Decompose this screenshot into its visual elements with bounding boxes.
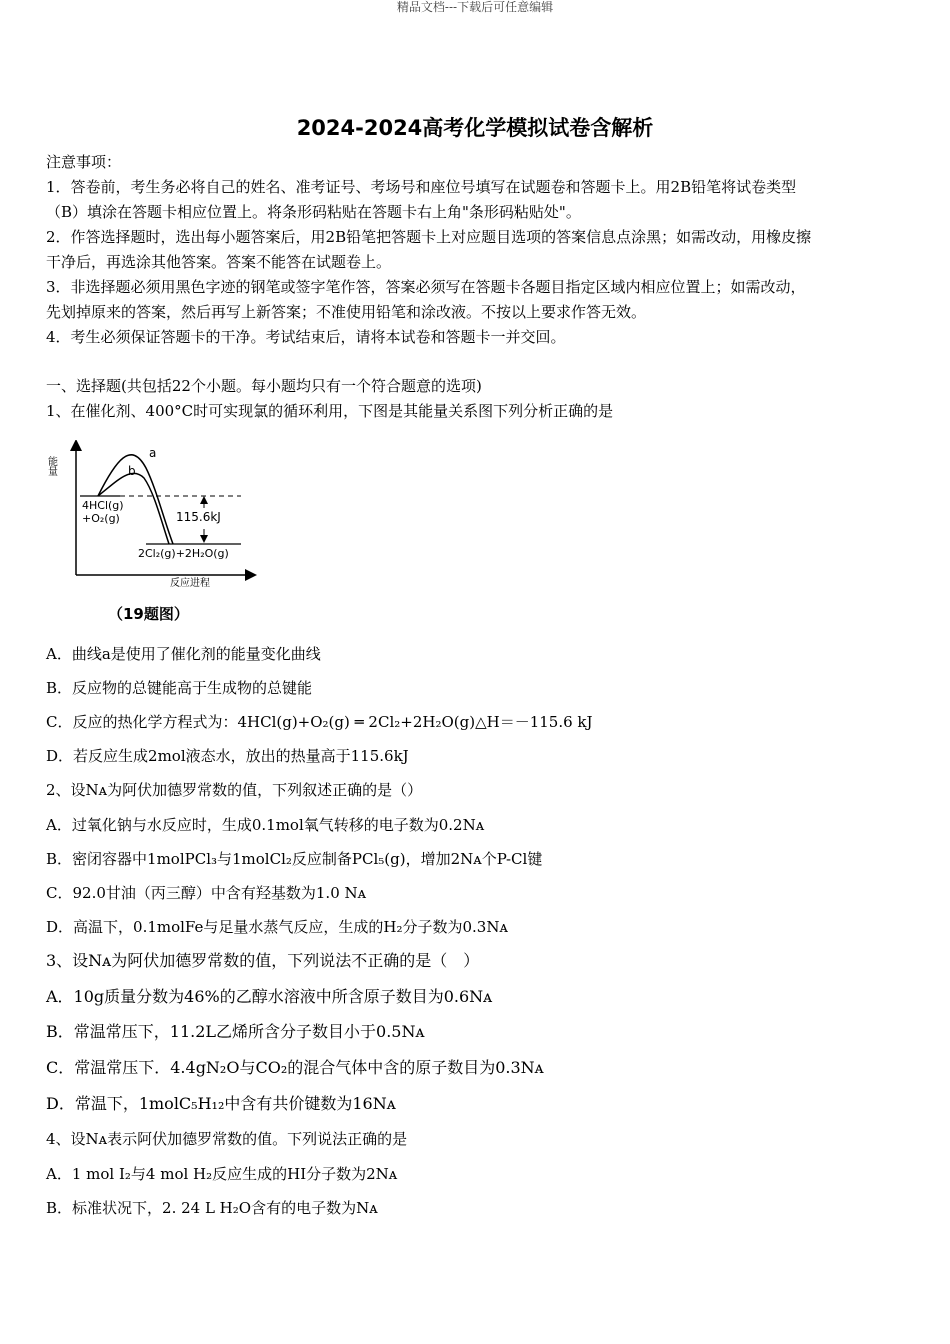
q3-stem: 3、设Nᴀ为阿伏加德罗常数的值，下列说法不正确的是（ ） — [46, 951, 480, 970]
note-2b: 干净后，再选涂其他答案。答案不能答在试题卷上。 — [46, 253, 392, 271]
y-label: 能量 — [46, 456, 57, 476]
q1-option-a: A．曲线a是使用了催化剂的能量变化曲线 — [46, 645, 321, 663]
note-1b: （B）填涂在答题卡相应位置上。将条形码粘贴在答题卡右上角"条形码粘贴处"。 — [46, 203, 581, 221]
q1-option-b: B．反应物的总键能高于生成物的总键能 — [46, 679, 313, 697]
q3-option-b: B．常温常压下，11.2L乙烯所含分子数目小于0.5Nᴀ — [46, 1022, 425, 1041]
q4-option-b: B．标准状况下，2. 24 L H₂O含有的电子数为Nᴀ — [46, 1199, 378, 1217]
delta-label: 115.6kJ — [176, 510, 221, 524]
q1-stem: 1、在催化剂、400°C时可实现氯的循环利用，下图是其能量关系图下列分析正确的是 — [46, 402, 614, 420]
energy-diagram — [46, 440, 261, 590]
q3-option-a: A．10g质量分数为46%的乙醇水溶液中所含原子数目为0.6Nᴀ — [46, 987, 493, 1006]
page-title: 2024-2024高考化学模拟试卷含解析 — [296, 116, 654, 140]
section-heading: 一、选择题(共包括22个小题。每小题均只有一个符合题意的选项) — [46, 377, 482, 395]
x-label: 反应进程 — [170, 578, 210, 589]
note-1a: 1．答卷前，考生务必将自己的姓名、准考证号、考场号和座位号填写在试题卷和答题卡上。用2B铅笔将试卷类型 — [46, 178, 797, 196]
q3-option-d: D．常温下，1molC₅H₁₂中含有共价键数为16Nᴀ — [46, 1094, 396, 1113]
reactants-label-1: 4HCl(g) — [82, 499, 124, 512]
reactants-label-2: +O₂(g) — [82, 512, 120, 525]
note-3a: 3．非选择题必须用黑色字迹的钢笔或签字笔作答，答案必须写在答题卡各题目指定区域内相应位置上；如需改动， — [46, 278, 806, 296]
note-4: 4．考生必须保证答题卡的干净。考试结束后，请将本试卷和答题卡一并交回。 — [46, 328, 566, 346]
curve-b-label: b — [128, 464, 136, 478]
notes — [46, 150, 906, 350]
q2-option-a: A．过氧化钠与水反应时，生成0.1mol氧气转移的电子数为0.2Nᴀ — [46, 816, 485, 834]
products-label: 2Cl₂(g)+2H₂O(g) — [138, 547, 229, 560]
note-2a: 2．作答选择题时，选出每小题答案后，用2B铅笔把答题卡上对应题目选项的答案信息点涂黑；如需改动，用橡皮擦 — [46, 228, 812, 246]
figure-caption: （19题图） — [108, 605, 189, 623]
q2-option-d: D．高温下，0.1molFe与足量水蒸气反应，生成的H₂分子数为0.3Nᴀ — [46, 918, 508, 936]
page-header: 精品文档---下载后可任意编辑 — [396, 0, 554, 14]
q1-option-d: D．若反应生成2mol液态水，放出的热量高于115.6kJ — [46, 747, 409, 765]
q2-option-b: B．密闭容器中1molPCl₃与1molCl₂反应制备PCl₅(g)，增加2Nᴀ个P-Cl键 — [46, 850, 543, 868]
notes-heading: 注意事项： — [46, 153, 122, 171]
q1-option-c: C．反应的热化学方程式为：4HCl(g)+O₂(g) ═ 2Cl₂+2H₂O(g)△H＝－115.6 kJ — [46, 713, 593, 731]
q4-stem: 4、设Nᴀ表示阿伏加德罗常数的值。下列说法正确的是 — [46, 1130, 408, 1148]
q2-option-c: C．92.0甘油（丙三醇）中含有羟基数为1.0 Nᴀ — [46, 884, 367, 902]
note-3b: 先划掉原来的答案，然后再写上新答案；不准使用铅笔和涂改液。不按以上要求作答无效。 — [46, 303, 647, 321]
curve-a-label: a — [149, 446, 157, 460]
q4-option-a: A．1 mol I₂与4 mol H₂反应生成的HI分子数为2Nᴀ — [46, 1165, 398, 1183]
q2-stem: 2、设Nᴀ为阿伏加德罗常数的值，下列叙述正确的是（） — [46, 781, 423, 799]
q3-option-c: C．常温常压下．4.4gN₂O与CO₂的混合气体中含的原子数目为0.3Nᴀ — [46, 1058, 544, 1077]
